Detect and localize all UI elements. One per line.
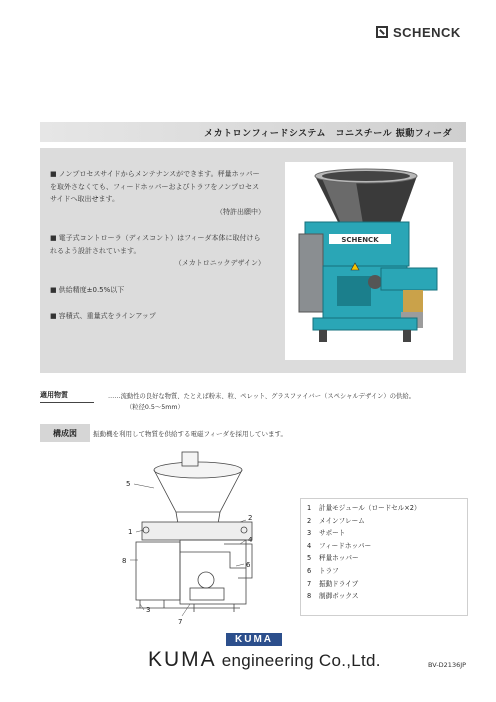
diagram-label-1: 1 [128,528,133,536]
configuration-diagram [120,448,290,628]
feature-note: （メカトロニックデザイン） [174,259,265,267]
company-name-main: KUMA [148,648,217,671]
company-name-rest: engineering Co.,Ltd. [216,651,381,670]
schenck-logo [376,24,476,40]
page-title: メカトロンフィードシステム コニスチール 振動フィーダ [204,128,452,139]
feature-text: ■ 容積式、重量式をラインアップ [50,310,265,323]
diagram-label-8: 8 [122,557,127,565]
feature-item [50,284,265,297]
diagram-label-7: 7 [178,618,183,626]
document-code: BV-D2136JP [428,661,467,669]
feature-text: ■ ノンプロセスサイドからメンテナンスができます。秤量ホッパーを取外さなくても、フィードホッパーおよびトラフをノンプロセスサイドへ取出せます。 [50,168,265,206]
legend-item: 8 制御ボックス [307,592,359,601]
configuration-label: 構成図 [40,424,90,442]
diagram-label-4: 4 [248,536,253,544]
product-photo [285,162,453,360]
feeder-line-drawing [120,448,290,628]
company-name [148,648,381,672]
legend-item: 3 サポート [307,529,346,538]
applicable-label: 適用物質 [40,390,94,403]
feature-list [50,168,265,337]
feature-text: ■ 電子式コントローラ（ディスコント）はフィーダ本体に取付けられるよう設計されています。 [50,232,265,257]
schenck-logo-icon [376,26,388,38]
configuration-text: 振動機を利用して物質を供給する電磁フィーダを採用しています。 [93,430,287,438]
feature-text: ■ 供給精度±0.5%以下 [50,284,265,297]
applicable-size: （粒径0.5～5mm） [126,404,184,411]
photo-brand-label: SCHENCK [341,236,379,244]
feature-item [50,232,265,270]
applicable-description [108,391,464,413]
feature-item [50,310,265,323]
legend-item: 7 振動ドライブ [307,579,359,588]
diagram-label-6: 6 [246,561,251,569]
diagram-label-5: 5 [126,480,131,488]
schenck-logo-text: SCHENCK [393,24,461,40]
feature-item [50,168,265,218]
diagram-label-2: 2 [248,514,253,522]
applicable-text: ……流動性の良好な物質、たとえば粉末、粒、ペレット、グラスファイバー（スペシャルデザイン）の供給。 [108,393,415,400]
legend-item: 2 メインフレーム [307,516,365,525]
legend-item: 1 計量モジュール（ロードセル×2） [307,504,421,512]
legend-item: 5 秤量ホッパー [307,554,359,563]
legend-item: 6 トラフ [307,566,339,575]
legend-item: 4 フィードホッパー [307,541,372,550]
diagram-label-3: 3 [146,606,151,614]
title-bar [40,122,466,142]
kuma-logo-badge: KUMA [226,633,282,646]
vibratory-feeder-illustration [285,162,453,360]
component-legend [300,498,468,616]
feature-note: （特許出願中） [216,207,265,216]
